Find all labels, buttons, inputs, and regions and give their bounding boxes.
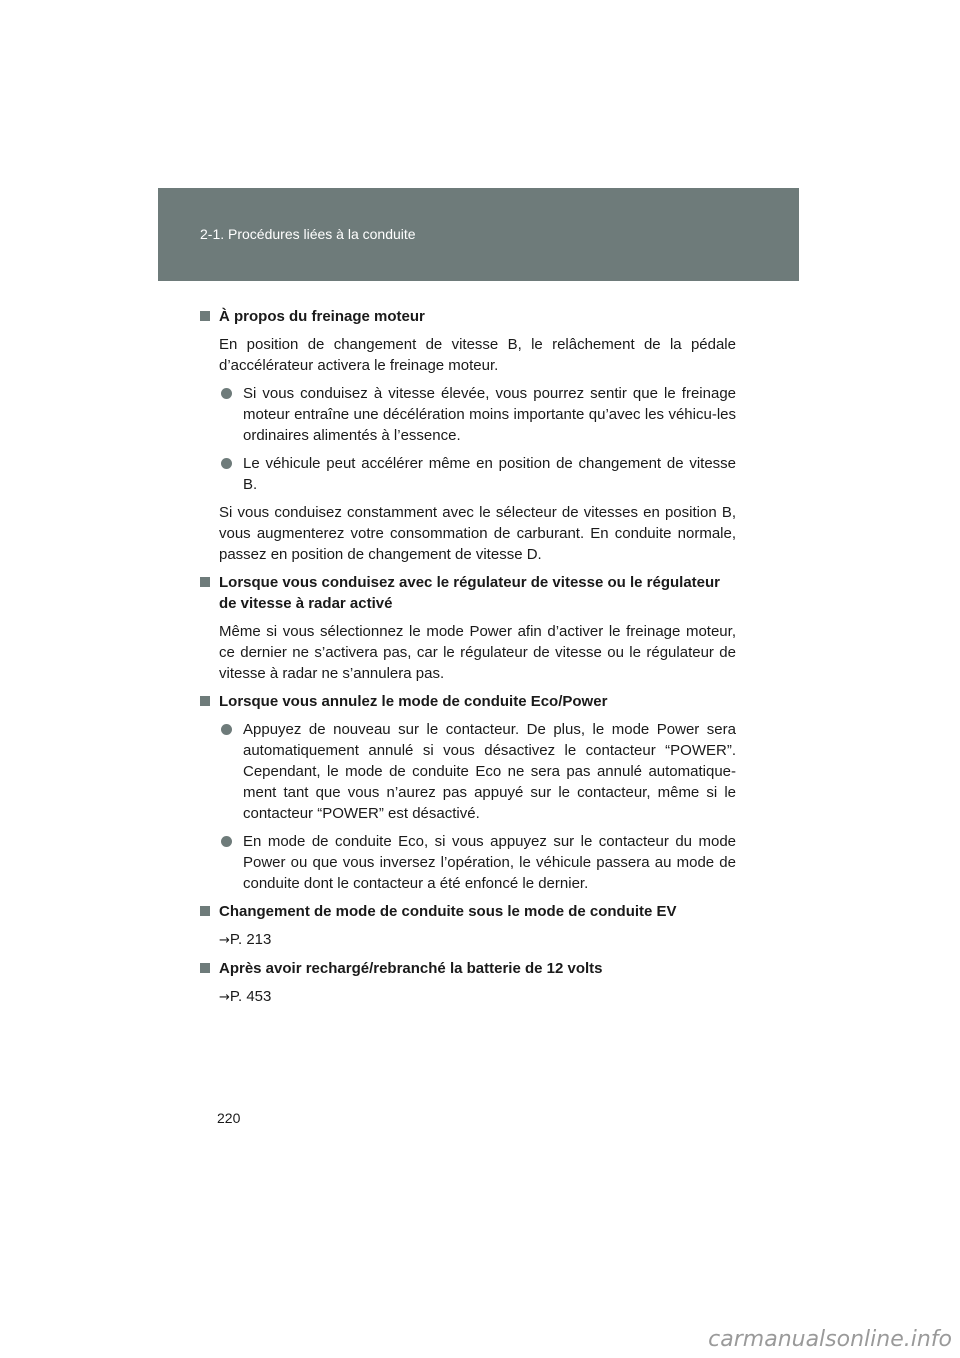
section-title: 2-1. Procédures liées à la conduite — [200, 226, 416, 242]
watermark: carmanualsonline.info — [708, 1327, 952, 1352]
square-bullet-icon — [200, 906, 210, 916]
page-reference[interactable]: →P. 213 — [219, 931, 272, 948]
circle-bullet-icon — [221, 388, 232, 399]
circle-bullet-icon — [221, 458, 232, 469]
section-heading: Lorsque vous conduisez avec le régulateur de vitesse ou le régulateur de vitesse à radar activé — [198, 572, 736, 614]
square-bullet-icon — [200, 696, 210, 706]
bullet-item: Le véhicule peut accélérer même en position de changement de vitesse B. — [219, 453, 736, 495]
bullet-item: En mode de conduite Eco, si vous appuyez sur le contacteur du mode Power ou que vous inversez l’opération, le véhicule passera au mode de conduite dont le contacteur a été enfoncé le dernier. — [219, 831, 736, 894]
page-number: 220 — [217, 1110, 241, 1126]
circle-bullet-icon — [221, 836, 232, 847]
section-header-band — [158, 188, 799, 281]
circle-bullet-icon — [221, 724, 232, 735]
paragraph: En position de changement de vitesse B, le relâchement de la pédale d’accélérateur activera le freinage moteur. — [219, 336, 736, 374]
section-heading: Lorsque vous annulez le mode de conduite Eco/Power — [198, 691, 736, 712]
paragraph: Si vous conduisez constamment avec le sélecteur de vitesses en position B, vous augmenterez votre consommation de carburant. En conduite normale, passez en position de changement de vitesse D. — [219, 504, 736, 563]
arrow-icon: → — [219, 933, 230, 948]
arrow-icon: → — [219, 990, 230, 1005]
square-bullet-icon — [200, 577, 210, 587]
page-content — [198, 306, 736, 1015]
section-heading: Changement de mode de conduite sous le mode de conduite EV — [198, 901, 736, 922]
square-bullet-icon — [200, 311, 210, 321]
bullet-item: Appuyez de nouveau sur le contacteur. De plus, le mode Power sera automatiquement annulé si vous désactivez le contacteur “POWER”. Cependant, le mode de conduite Eco ne sera pas annulé automatique-ment tant que vous n’aurez pas appuyé sur le contacteur, même si le contacteur “POWER” est désactivé. — [219, 719, 736, 824]
square-bullet-icon — [200, 963, 210, 973]
section-heading: Après avoir rechargé/rebranché la batterie de 12 volts — [198, 958, 736, 979]
bullet-item: Si vous conduisez à vitesse élevée, vous pourrez sentir que le freinage moteur entraîne une décélération moins importante qu’avec les véhicu-les ordinaires alimentés à l’essence. — [219, 383, 736, 446]
section-heading: À propos du freinage moteur — [198, 306, 736, 327]
paragraph: Même si vous sélectionnez le mode Power afin d’activer le freinage moteur, ce dernier ne s’activera pas, car le régulateur de vitesse ou le régulateur de vitesse à radar ne s’annulera pas. — [219, 623, 736, 682]
page-reference[interactable]: →P. 453 — [219, 988, 272, 1005]
